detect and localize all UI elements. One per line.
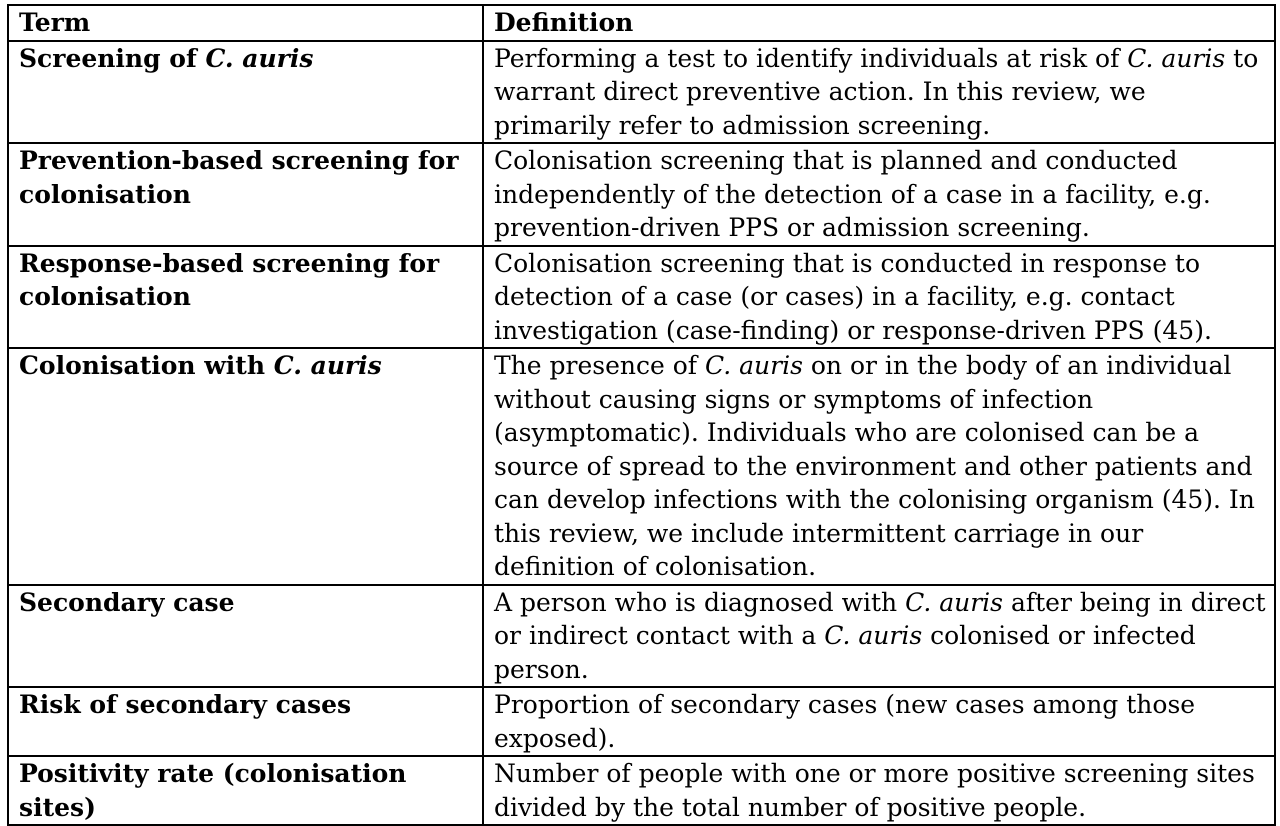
term-text: Positivity rate (colonisation sites): [19, 759, 407, 822]
term-text: Secondary case: [19, 587, 235, 617]
header-term: Term: [8, 5, 483, 41]
definition-italic-text: C. auris: [905, 587, 1003, 617]
definition-italic-text: C. auris: [705, 351, 803, 380]
definition-text: Colonisation screening that is planned and conducted independently of the detection of a case in a facility, e.g. prevention-driven PPS or admission screening.: [494, 146, 1211, 242]
definition-cell: [483, 41, 1275, 144]
term-italic-text: C. auris: [273, 351, 382, 380]
term-cell: [8, 41, 483, 144]
definition-cell: [483, 687, 1275, 756]
table-row: [8, 756, 1275, 825]
definition-text: Proportion of secondary cases (new cases among those exposed).: [494, 690, 1196, 753]
definition-cell: [483, 585, 1275, 688]
definition-cell: [483, 348, 1275, 585]
table-header-row: [8, 5, 1275, 41]
table-row: [8, 687, 1275, 756]
definition-cell: [483, 246, 1275, 349]
definition-text: The presence of: [494, 351, 705, 380]
definition-cell: [483, 143, 1275, 246]
term-cell: [8, 585, 483, 688]
definition-text: colonised or infected person.: [494, 621, 1196, 684]
definition-text: Number of people with one or more positive screening sites divided by the total number of positive people.: [494, 759, 1255, 822]
term-cell: [8, 687, 483, 756]
definition-text: to warrant direct preventive action. In this review, we primarily refer to admission screening.: [494, 43, 1259, 140]
definition-text: Colonisation screening that is conducted in response to detection of a case (or cases) in a facility, e.g. contact investigation (case-finding) or response-driven PPS (45).: [494, 248, 1212, 345]
header-definition: Definition: [483, 5, 1275, 41]
definition-text: A person who is diagnosed with: [494, 587, 906, 617]
term-cell: [8, 143, 483, 246]
definitions-table: [7, 4, 1276, 826]
term-text: Colonisation with: [19, 351, 274, 380]
term-cell: [8, 348, 483, 585]
table-body: [8, 41, 1275, 826]
term-text: Response-based screening for colonisation: [19, 248, 440, 311]
table-row: [8, 41, 1275, 144]
term-text: Prevention-based screening for colonisation: [19, 146, 459, 209]
definition-cell: [483, 756, 1275, 825]
table-row: [8, 585, 1275, 688]
definition-italic-text: C. auris: [824, 621, 923, 650]
term-text: Screening of: [19, 43, 206, 73]
definition-text: Performing a test to identify individuals at risk of: [494, 43, 1128, 73]
definition-italic-text: C. auris: [1127, 43, 1226, 73]
term-italic-text: C. auris: [205, 43, 314, 73]
definition-text: on or in the body of an individual without causing signs or symptoms of infection (asymptomatic). Individuals who are colonised can be a source of spread to the environment and other patients and can develop infections with the colonising organism (45). In this review, we include intermittent carriage in our definition of colonisation.: [494, 351, 1255, 581]
term-cell: [8, 246, 483, 349]
definition-text: after being in direct or indirect contact with a: [494, 587, 1266, 650]
term-cell: [8, 756, 483, 825]
table-row: [8, 348, 1275, 585]
table-row: [8, 143, 1275, 246]
term-text: Risk of secondary cases: [19, 690, 352, 719]
table-row: [8, 246, 1275, 349]
